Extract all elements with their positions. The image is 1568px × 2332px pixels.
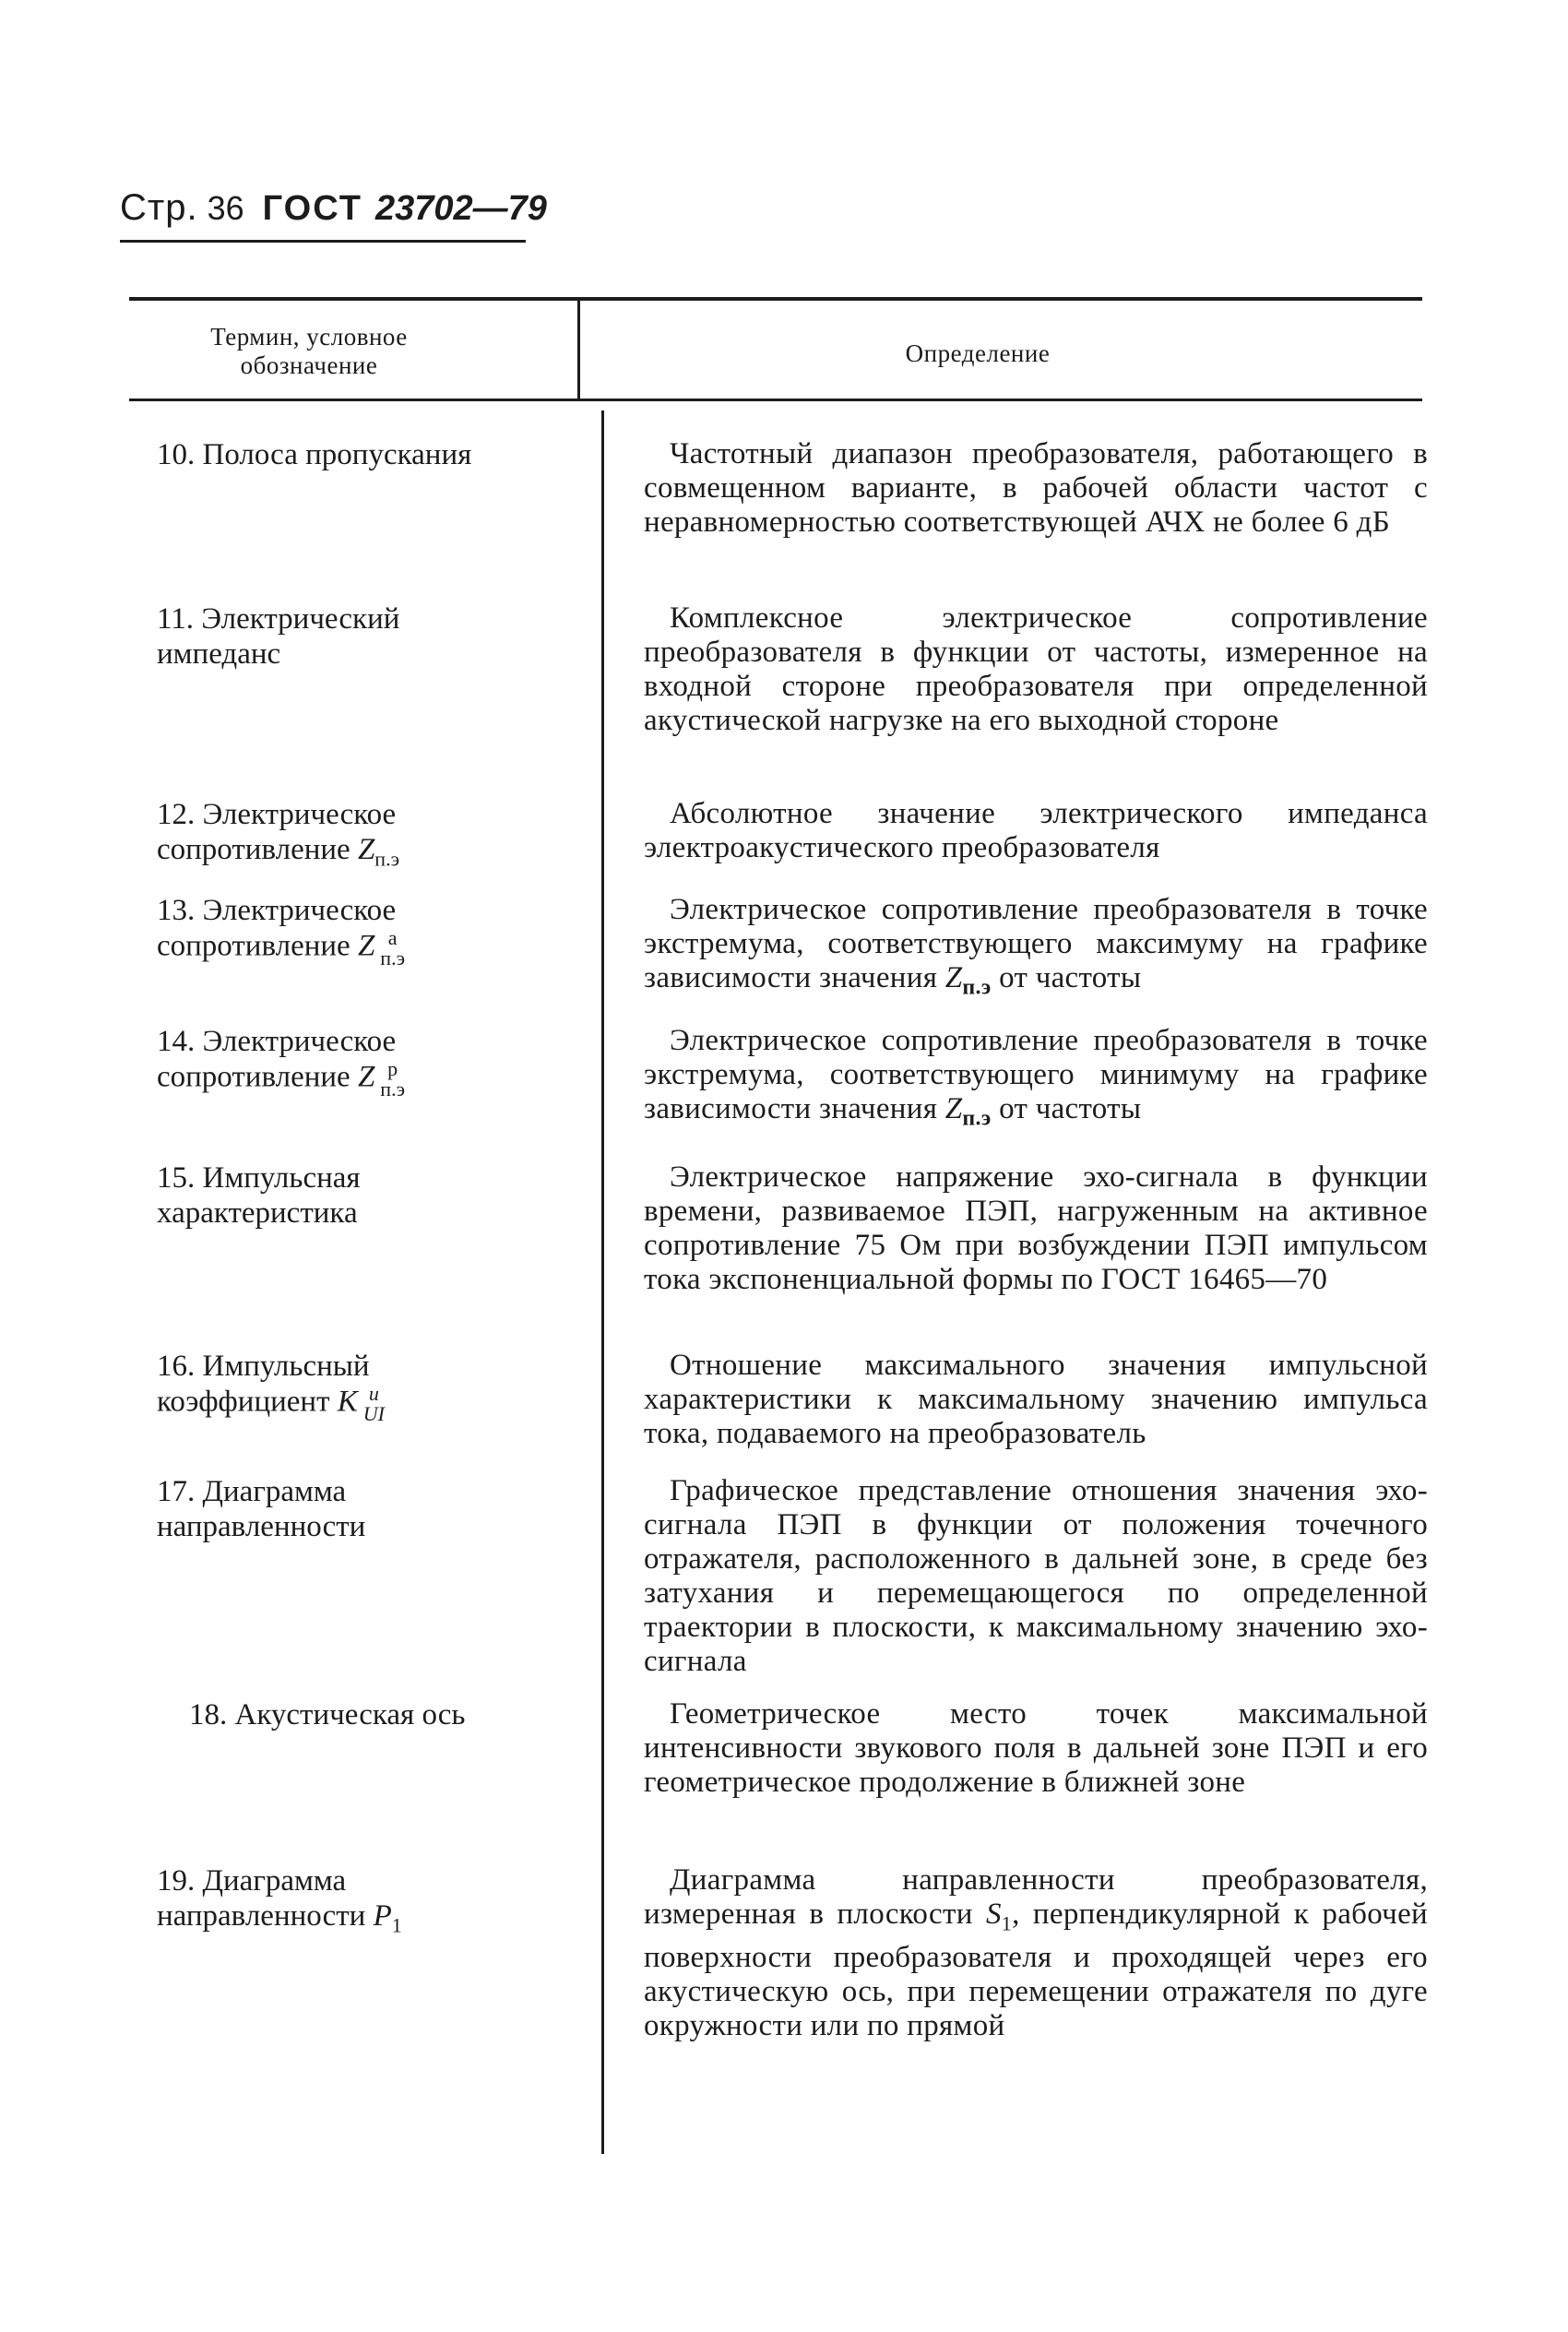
definition-13 [644, 893, 1428, 1005]
term-text: 15. Импульсная характеристика [157, 1161, 361, 1230]
term-symbol-sub: 1 [391, 1913, 402, 1937]
definition-16 [644, 1349, 1428, 1451]
term-symbol-sup: р [387, 1057, 398, 1080]
definition-symbol: Z [944, 1092, 963, 1125]
standard-name: ГОСТ [262, 189, 362, 228]
definition-text: Электрическое сопротивление преобразователя в точке экстремума, соответствующего минимуму на графике зависимости значения [644, 1024, 1428, 1125]
definition-tail: от частоты [999, 1092, 1142, 1125]
term-symbol: Z [357, 929, 375, 963]
term-13 [157, 893, 544, 969]
definition-18 [644, 1697, 1428, 1800]
definition-text: Электрическое сопротивление преобразователя в точке экстремума, соответствующего максимуму на графике зависимости значения [644, 893, 1428, 994]
definition-17 [644, 1474, 1428, 1679]
definition-11 [644, 601, 1428, 738]
definition-text: Диаграмма направленности преобразователя, измеренная в плоскости [644, 1863, 1428, 1931]
definition-tail: от частоты [999, 961, 1142, 994]
page-label: Стр. [120, 187, 198, 228]
term-symbol-sup: и [368, 1382, 379, 1405]
term-symbol-sub: UI [362, 1402, 385, 1425]
term-symbol: Z [357, 833, 375, 866]
term-text: 18. Акустическая ось [189, 1698, 466, 1731]
header-underline [120, 240, 526, 243]
definition-text: Электрическое напряжение эхо-сигнала в функции времени, развиваемое ПЭП, нагруженным на активное сопротивление 75 Ом при возбуждении ПЭП импульсом тока экспоненциальной формы по ГОСТ 16465—70 [644, 1160, 1428, 1296]
definition-symbol-sub: 1 [1001, 1911, 1013, 1935]
term-10 [157, 437, 526, 472]
term-symbol: K [337, 1385, 358, 1419]
term-14 [157, 1024, 544, 1100]
definition-10 [644, 437, 1428, 540]
term-symbol-sub: п.э [374, 847, 400, 871]
definition-symbol: Z [944, 961, 963, 994]
column-header-definition: Определение [905, 339, 1051, 367]
definition-text: Графическое представление отношения значения эхо-сигнала ПЭП в функции от положения точечного отражателя, расположенного в дальней зоне, в среде без затухания и перемещающегося по определенной траектории в плоскости, к максимальному значению эхо-сигнала [644, 1474, 1428, 1678]
column-header-term: Термин, условное обозначение [210, 323, 408, 379]
term-text: 16. Импульсный коэффициент [157, 1350, 370, 1419]
definition-15 [644, 1160, 1428, 1297]
term-17 [157, 1474, 526, 1544]
term-symbol: Z [357, 1060, 375, 1094]
definition-text: Частотный диапазон преобразователя, работающего в совмещенном варианте, в рабочей области частот с неравномерностью соответствующей АЧХ не более 6 дБ [644, 437, 1428, 539]
column-divider-header [577, 301, 580, 399]
table-top-rule [129, 297, 1422, 301]
page-header [120, 187, 547, 229]
term-symbol-sub: п.э [380, 1077, 406, 1101]
definition-19 [644, 1863, 1428, 2043]
definition-symbol-sub: п.э [962, 1106, 992, 1131]
term-text: 11. Электрический импеданс [157, 602, 400, 671]
term-text: 12. Электрическое сопротивление [157, 798, 397, 866]
definition-14 [644, 1024, 1428, 1136]
term-text: 13. Электрическое сопротивление [157, 894, 397, 963]
table-header-rule [129, 399, 1422, 401]
definition-text: Абсолютное значение электрического импеданса электроакустического преобразователя [644, 797, 1428, 864]
term-18 [189, 1697, 558, 1732]
definition-text: Геометрическое место точек максимальной интенсивности звукового поля в дальней зоне ПЭП и его геометрическое продолжение в ближней зоне [644, 1697, 1428, 1799]
term-symbol-sup: а [387, 926, 398, 949]
term-12 [157, 797, 544, 877]
definition-symbol-sub: п.э [962, 975, 992, 1000]
definition-symbol: S [985, 1898, 1002, 1931]
standard-code: 23702—79 [374, 189, 547, 228]
definition-text: Комплексное электрическое сопротивление преобразователя в функции от частоты, измеренное на входной стороне преобразователя при определенной акустической нагрузке на его выходной стороне [644, 601, 1428, 737]
term-symbol-sub: п.э [380, 946, 406, 970]
term-11 [157, 601, 526, 672]
definition-tail: , перпендикулярной к рабочей поверхности преобразователя и проходящей через его акустическую ось, при перемещении отражателя по дуге окружности или по прямой [644, 1898, 1428, 2042]
term-symbol: P [373, 1899, 392, 1933]
term-15 [157, 1160, 553, 1231]
column-divider-body [601, 410, 604, 2154]
page-number: 36 [207, 189, 244, 227]
term-text: 10. Полоса пропускания [157, 438, 472, 471]
term-text: 14. Электрическое сопротивление [157, 1025, 397, 1094]
definition-text: Отношение максимального значения импульсной характеристики к максимальному значению импульса тока, подаваемого на преобразователь [644, 1349, 1428, 1450]
term-text: 19. Диаграмма направленности [157, 1864, 366, 1933]
term-19 [157, 1863, 553, 1944]
term-16 [157, 1349, 544, 1424]
definition-12 [644, 797, 1428, 865]
term-text: 17. Диаграмма направленности [157, 1475, 366, 1543]
